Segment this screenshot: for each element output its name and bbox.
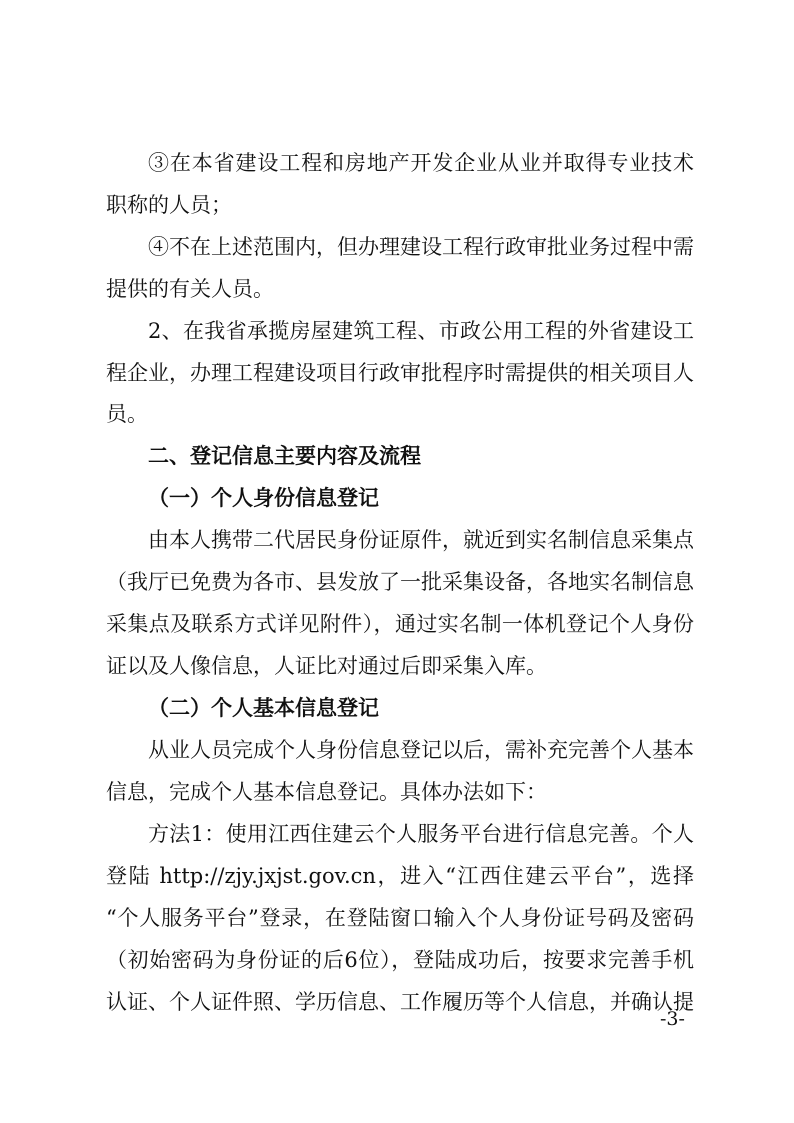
subsection-heading: （二）个人基本信息登记 — [148, 695, 379, 720]
section-heading: 二、登记信息主要内容及流程 — [148, 444, 421, 468]
paragraph-line: 采集点及联系方式详见附件），通过实名制一体机登记个人身份 — [106, 612, 694, 636]
paragraph-line: 职称的人员； — [106, 193, 232, 217]
paragraph-line: “个人服务平台”登录，在登陆窗口输入个人身份证号码及密码 — [106, 906, 694, 930]
paragraph-line: 登陆 http://zjy.jxjst.gov.cn，进入“江西住建云平台”，选择 — [106, 864, 694, 888]
paragraph-line: 程企业，办理工程建设项目行政审批程序时需提供的相关项目人 — [106, 361, 694, 385]
paragraph-line: 由本人携带二代居民身份证原件，就近到实名制信息采集点 — [148, 528, 694, 552]
paragraph-line: 员。 — [106, 402, 148, 426]
paragraph-line: 信息，完成个人基本信息登记。具体办法如下： — [106, 780, 547, 804]
paragraph-line: 认证、个人证件照、学历信息、工作履历等个人信息，并确认提 — [106, 990, 694, 1014]
paragraph-line: （初始密码为身份证的后6位），登陆成功后，按要求完善手机 — [106, 948, 694, 972]
paragraph-line: 2、在我省承揽房屋建筑工程、市政公用工程的外省建设工 — [148, 319, 694, 343]
paragraph-line: 提供的有关人员。 — [106, 277, 274, 301]
paragraph-line: 从业人员完成个人身份信息登记以后，需补充完善个人基本 — [148, 738, 694, 762]
paragraph-line: 方法1：使用江西住建云个人服务平台进行信息完善。个人 — [148, 822, 694, 846]
paragraph-line: （我厅已免费为各市、县发放了一批采集设备，各地实名制信息 — [106, 570, 694, 594]
subsection-heading: （一）个人身份信息登记 — [148, 485, 379, 510]
paragraph-line: ③在本省建设工程和房地产开发企业从业并取得专业技术 — [148, 151, 694, 175]
page-number: -3- — [660, 1008, 685, 1030]
paragraph-line: 证以及人像信息，人证比对通过后即采集入库。 — [106, 654, 547, 678]
paragraph-line: ④不在上述范围内，但办理建设工程行政审批业务过程中需 — [148, 235, 694, 259]
